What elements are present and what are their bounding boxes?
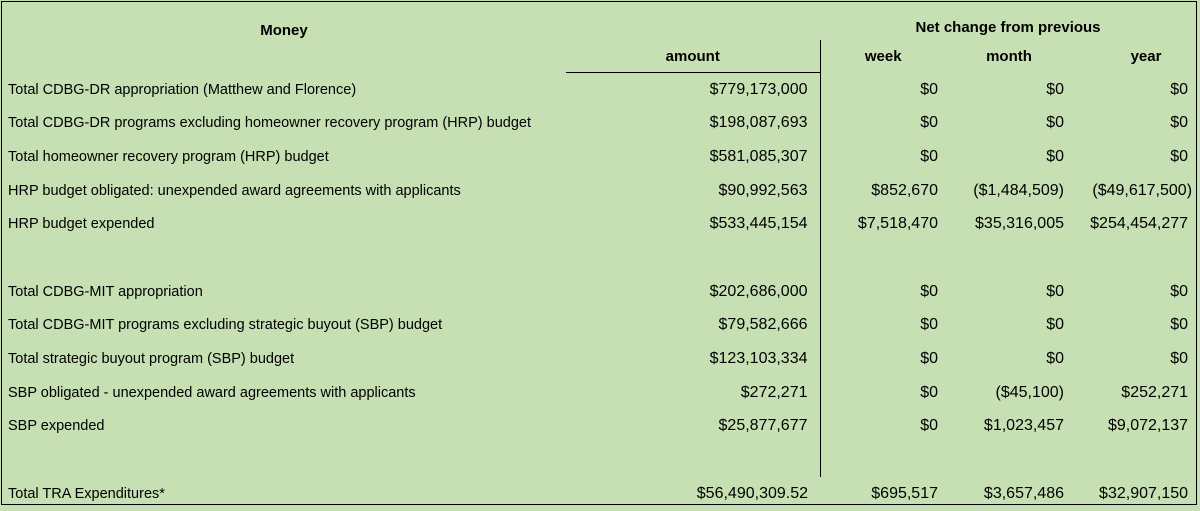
amount-cell: $779,173,000 (709, 80, 808, 98)
year-cell: $0 (1170, 282, 1189, 300)
year-cell: $252,271 (1121, 383, 1189, 401)
total-row (2, 477, 1196, 511)
total-label: Total TRA Expenditures* (8, 485, 165, 502)
table-row (2, 174, 1196, 208)
month-cell: $1,023,457 (983, 417, 1064, 435)
row-label: Total homeowner recovery program (HRP) budget (8, 148, 329, 165)
month-cell: $0 (1046, 349, 1064, 367)
net-change-header: Net change from previous (915, 19, 1101, 36)
row-label: SBP obligated - unexpended award agreements with applicants (8, 384, 416, 401)
week-cell: $0 (820, 409, 946, 443)
month-cell: $0 (1046, 80, 1064, 98)
table-row (2, 207, 1196, 241)
amount-cell: $202,686,000 (709, 282, 808, 300)
row-label: Total CDBG-DR programs excluding homeowner recovery program (HRP) budget (8, 115, 532, 132)
amount-header: amount (566, 40, 820, 73)
total-week-cell: $695,517 (871, 484, 938, 502)
amount-cell: $123,103,334 (709, 349, 808, 367)
week-cell: $0 (820, 107, 946, 141)
row-label: HRP budget obligated: unexpended award agreements with applicants (8, 182, 461, 199)
money-header: Money (260, 22, 308, 39)
row-label: Total strategic buyout program (SBP) budget (8, 350, 295, 367)
table-row (2, 376, 1196, 410)
year-cell: $0 (1170, 316, 1189, 334)
money-table (2, 2, 1196, 511)
row-label: Total CDBG-MIT programs excluding strategic buyout (SBP) budget (8, 317, 443, 334)
spacer-row (2, 443, 1196, 477)
year-header: year (1130, 47, 1162, 65)
row-label: HRP budget expended (8, 216, 155, 233)
table-row (2, 342, 1196, 376)
total-month-cell: $3,657,486 (983, 484, 1064, 502)
month-cell: ($1,484,509) (973, 181, 1064, 199)
month-header: month (986, 47, 1032, 65)
table-row (2, 73, 1196, 107)
month-cell: $0 (1046, 282, 1064, 300)
row-label: Total CDBG-DR appropriation (Matthew and Florence) (8, 81, 357, 98)
year-cell: $0 (1170, 114, 1189, 132)
table-row (2, 140, 1196, 174)
week-cell: $0 (820, 309, 946, 343)
total-amount-cell: $56,490,309.52 (696, 484, 808, 502)
year-cell: $0 (1170, 147, 1189, 165)
amount-cell: $90,992,563 (718, 181, 808, 199)
year-cell: $0 (1170, 349, 1189, 367)
total-year-cell: $32,907,150 (1099, 484, 1189, 502)
year-cell: $0 (1170, 80, 1189, 98)
week-cell: $0 (820, 140, 946, 174)
week-cell: $0 (820, 376, 946, 410)
month-cell: $0 (1046, 114, 1064, 132)
week-header: week (820, 40, 946, 73)
amount-cell: $581,085,307 (709, 147, 808, 165)
year-cell: $254,454,277 (1090, 215, 1189, 233)
month-cell: $35,316,005 (975, 215, 1064, 233)
month-cell: $0 (1046, 147, 1064, 165)
row-label: SBP expended (8, 418, 105, 435)
table-row (2, 107, 1196, 141)
header-row-1 (2, 2, 1196, 40)
month-cell: ($45,100) (995, 383, 1064, 401)
year-cell: ($49,617,500) (1092, 181, 1193, 199)
amount-cell: $79,582,666 (718, 316, 808, 334)
amount-cell: $25,877,677 (718, 417, 808, 435)
amount-cell: $198,087,693 (709, 114, 808, 132)
table-row (2, 309, 1196, 343)
amount-cell: $272,271 (740, 383, 808, 401)
week-cell: $0 (820, 73, 946, 107)
money-table-frame (1, 1, 1197, 505)
spacer-row (2, 241, 1196, 275)
table-row (2, 409, 1196, 443)
week-cell: $0 (820, 342, 946, 376)
week-cell: $852,670 (820, 174, 946, 208)
table-row (2, 275, 1196, 309)
amount-cell: $533,445,154 (709, 215, 808, 233)
month-cell: $0 (1046, 316, 1064, 334)
row-label: Total CDBG-MIT appropriation (8, 283, 203, 300)
year-cell: $9,072,137 (1107, 417, 1189, 435)
week-cell: $7,518,470 (820, 207, 946, 241)
week-cell: $0 (820, 275, 946, 309)
